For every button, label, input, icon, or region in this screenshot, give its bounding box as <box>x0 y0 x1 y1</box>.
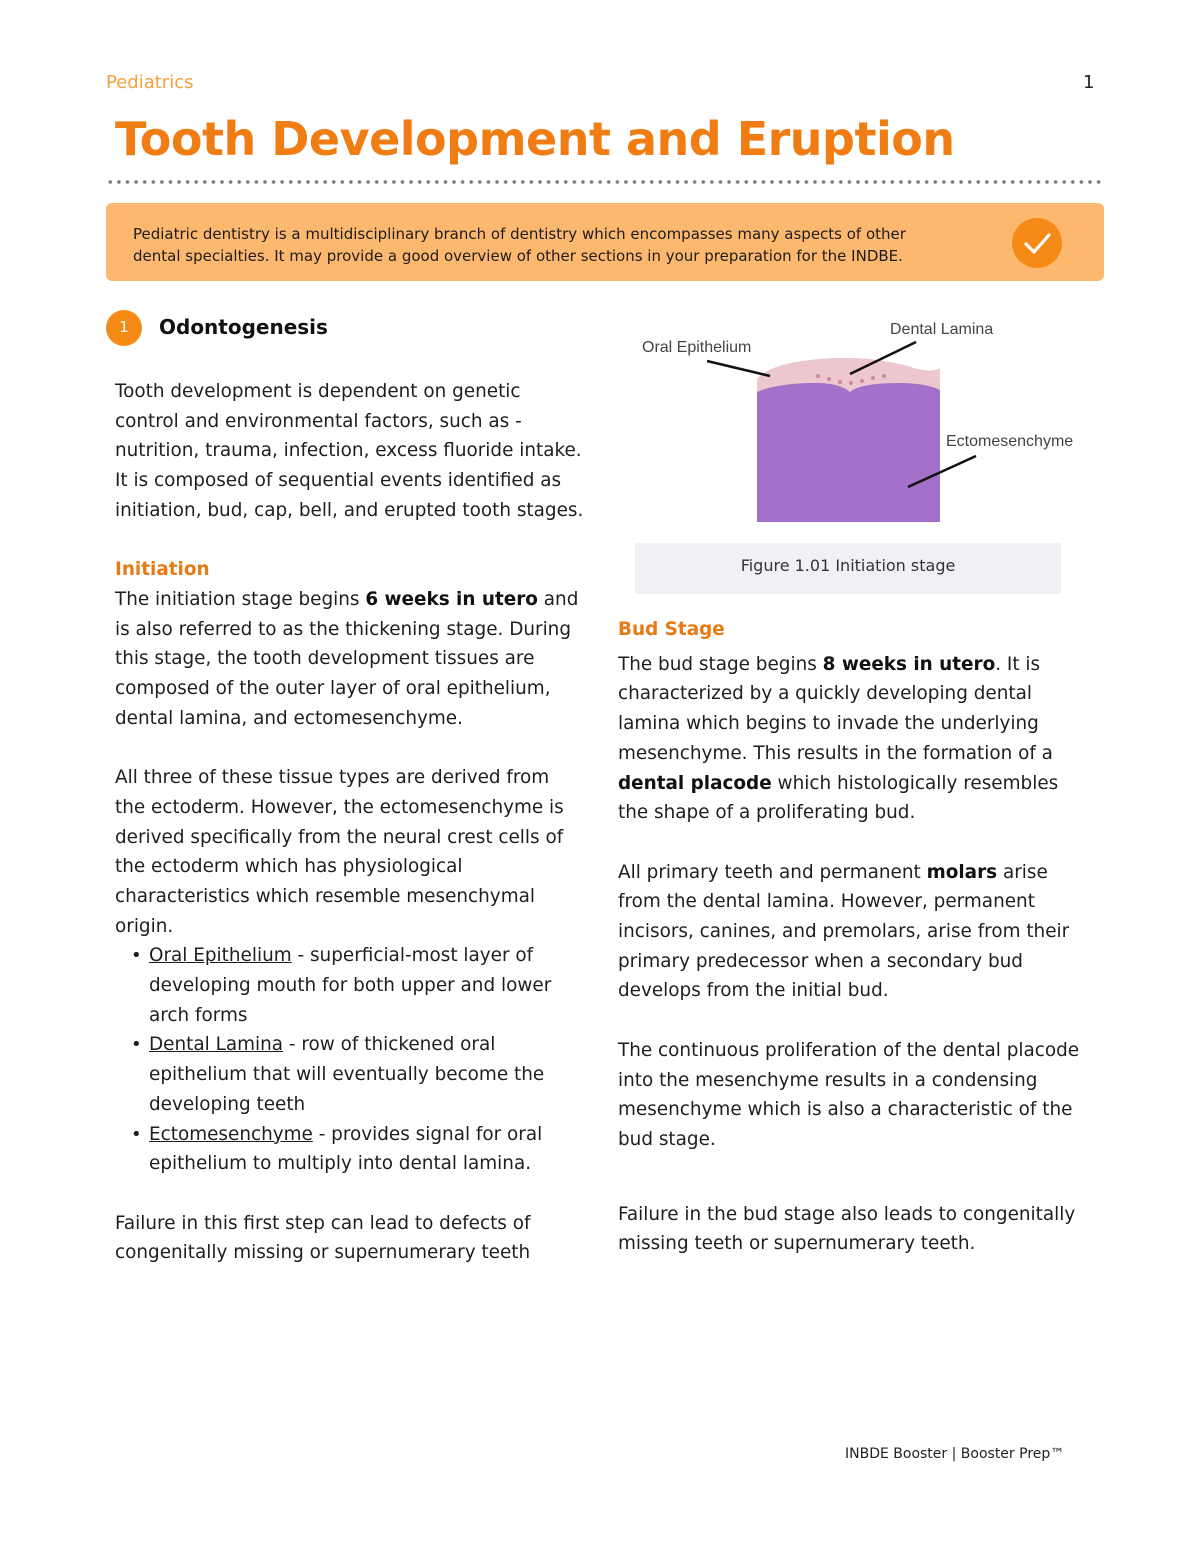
section-heading: Odontogenesis <box>159 315 328 339</box>
bud-paragraph-3: The continuous proliferation of the dental placode into the mesenchyme results in a condensing mesenchyme which is also a characteristic of the bud stage. <box>618 1039 1080 1150</box>
text-span: and is also referred to as the thickening stage. During this stage, the tooth development tissues are composed of the outer layer of oral epithelium, dental lamina, and ectomesenchyme. <box>115 588 579 729</box>
callout-line-2: dental specialties. It may provide a good overview of other sections in your preparation for the INDBE. <box>133 247 903 265</box>
term-oral-epithelium: Oral Epithelium <box>149 945 292 967</box>
emphasis-dental-placode: dental placode <box>618 772 772 794</box>
bud-paragraph-2 <box>618 858 1088 1007</box>
bud-paragraph-4: Failure in the bud stage also leads to congenitally missing teeth or supernumerary teeth. <box>618 1203 1076 1255</box>
callout-line-1: Pediatric dentistry is a multidisciplinary branch of dentistry which encompasses many aspects of other <box>133 225 906 243</box>
emphasis-molars: molars <box>926 861 998 883</box>
label-oral-epithelium: Oral Epithelium <box>642 339 752 356</box>
term-dental-lamina: Dental Lamina <box>149 1034 284 1056</box>
intro-callout <box>106 203 1104 281</box>
text-span: All primary teeth and permanent <box>618 861 927 883</box>
bud-stage-heading: Bud Stage <box>618 619 725 640</box>
right-column <box>618 615 1088 1259</box>
text-span: which histologically resembles the shape of a proliferating bud. <box>618 772 1059 824</box>
dotted-divider <box>106 179 1102 185</box>
term-description: - row of thickened oral epithelium that will eventually become the developing teeth <box>149 1034 545 1115</box>
bud-paragraph-1 <box>618 650 1088 828</box>
text-span: arise from the dental lamina. However, permanent incisors, canines, and premolars, arise from their primary predecessor when a secondary bud develops from the initial bud. <box>618 861 1070 1002</box>
list-item <box>115 1030 585 1119</box>
section-label: Pediatrics <box>106 72 194 93</box>
term-description: - provides signal for oral epithelium to multiply into dental lamina. <box>149 1123 543 1175</box>
emphasis-8-weeks: 8 weeks in utero <box>822 653 996 675</box>
page-number: 1 <box>1083 72 1095 93</box>
label-dental-lamina: Dental Lamina <box>890 321 994 338</box>
left-column <box>115 377 585 1268</box>
tissue-list <box>115 941 585 1179</box>
figure-caption: Figure 1.01 Initiation stage <box>740 556 956 575</box>
term-ectomesenchyme: Ectomesenchyme <box>149 1123 313 1145</box>
section-number-badge: 1 <box>106 310 142 346</box>
label-ectomesenchyme: Ectomesenchyme <box>946 433 1074 450</box>
initiation-figure <box>600 310 1100 535</box>
emphasis-6-weeks: 6 weeks in utero <box>365 588 538 610</box>
failure-paragraph: Failure in this first step can lead to defects of congenitally missing or supernumerary teeth <box>115 1212 531 1264</box>
term-description: - superficial-most layer of developing mouth for both upper and lower arch forms <box>149 945 552 1026</box>
checkmark-icon <box>1012 218 1062 268</box>
list-item <box>115 941 585 1030</box>
leader-line-oral <box>707 361 770 376</box>
text-span: The bud stage begins <box>618 653 823 675</box>
list-item <box>115 1120 585 1179</box>
callout-text <box>133 223 993 267</box>
figure-caption-box <box>635 543 1061 594</box>
mesenchyme-layer <box>757 383 940 522</box>
text-span: The initiation stage begins <box>115 588 366 610</box>
text-span: . It is characterized by a quickly developing dental lamina which begins to invade the underlying mesenchyme. This results in the formation of a <box>618 653 1053 764</box>
footer-text: INBDE Booster | Booster Prep™ <box>845 1446 1065 1462</box>
initiation-heading: Initiation <box>115 559 210 581</box>
page-title: Tooth Development and Eruption <box>115 112 955 166</box>
initiation-paragraph <box>115 585 585 734</box>
tissue-paragraph: All three of these tissue types are derived from the ectoderm. However, the ectomesenchyme is derived specifically from the neural crest cells of the ectoderm which has physiological characteristics which resemble mesenchymal origin. <box>115 767 564 937</box>
intro-paragraph: Tooth development is dependent on genetic control and environmental factors, such as - nutrition, trauma, infection, excess fluoride intake. It is composed of sequential events identified as initiation, bud, cap, bell, and erupted tooth stages. <box>115 381 584 521</box>
